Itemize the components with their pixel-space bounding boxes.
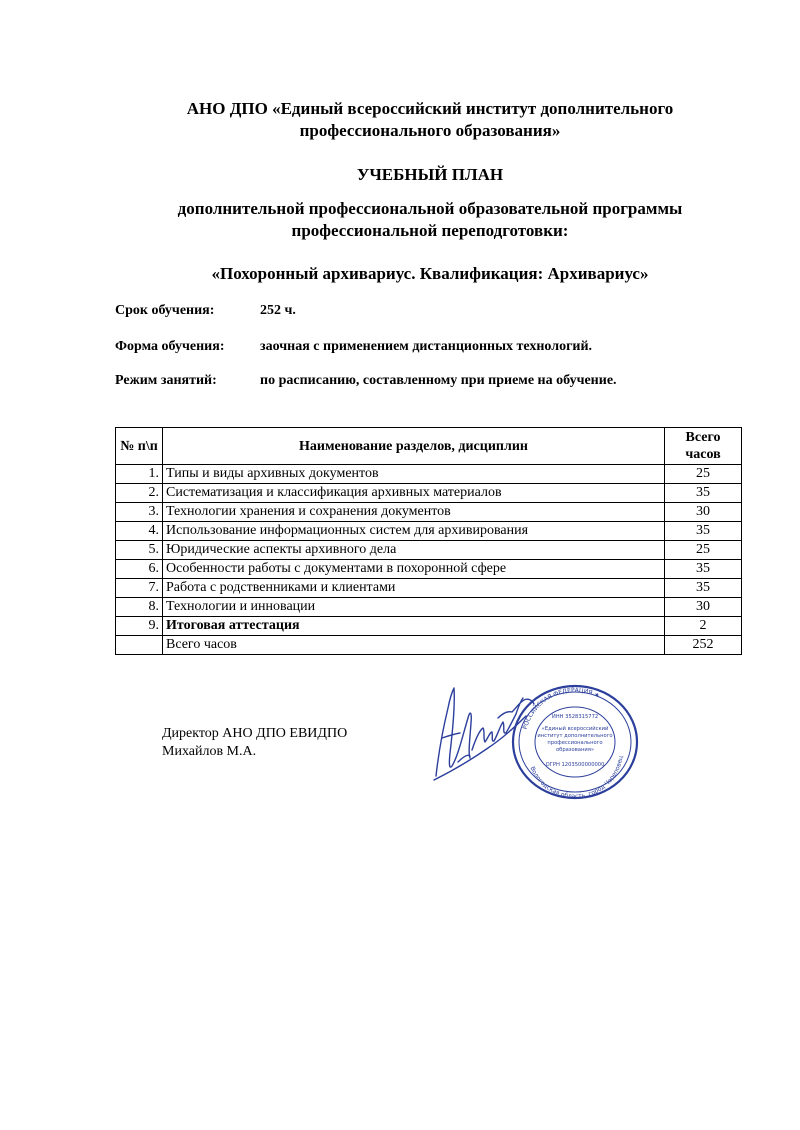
svg-text:ИНН 3528315772: ИНН 3528315772 (551, 714, 599, 720)
row-discipline: Юридические аспекты архивного дела (163, 541, 665, 560)
table-header-row (116, 428, 742, 465)
program-name: «Похоронный архивариус. Квалификация: Архивариус» (211, 264, 649, 283)
row-number: 1. (116, 465, 163, 484)
column-header-num: № п\п (116, 428, 163, 465)
table-total-row (116, 636, 742, 655)
row-hours: 35 (665, 484, 742, 503)
organization-seal (505, 680, 645, 804)
row-number: 2. (116, 484, 163, 503)
row-discipline: Технологии хранения и сохранения документов (163, 503, 665, 522)
svg-text:профессионального: профессионального (547, 740, 603, 746)
row-discipline: Использование информационных систем для архивирования (163, 522, 665, 541)
mode-value: по расписанию, составленному при приеме на обучение. (260, 373, 617, 388)
form-row (115, 338, 592, 356)
row-hours: 35 (665, 522, 742, 541)
program-type-line-1: дополнительной профессиональной образовательной программы (177, 199, 683, 218)
svg-text:ОГРН 1203500000000: ОГРН 1203500000000 (545, 762, 605, 768)
row-discipline: Работа с родственниками и клиентами (163, 579, 665, 598)
row-hours: 35 (665, 579, 742, 598)
organization-header (100, 98, 760, 142)
row-number: 6. (116, 560, 163, 579)
row-number: 4. (116, 522, 163, 541)
term-label: Срок обучения: (115, 303, 215, 318)
director-signature-block (162, 725, 347, 761)
total-value: 252 (665, 636, 742, 655)
row-hours: 25 (665, 541, 742, 560)
column-header-hours-line-2: часов (685, 447, 721, 462)
total-empty-cell (116, 636, 163, 655)
row-number: 8. (116, 598, 163, 617)
column-header-hours-line-1: Всего (685, 430, 721, 445)
form-value: заочная с применением дистанционных технологий. (260, 339, 593, 354)
column-header-name: Наименование разделов, дисциплин (163, 428, 665, 465)
program-type-line-2: профессиональной переподготовки: (291, 221, 569, 240)
table-row (116, 560, 742, 579)
org-line-1: АНО ДПО «Единый всероссийский институт дополнительного (186, 99, 674, 118)
row-hours: 35 (665, 560, 742, 579)
curriculum-table (115, 427, 742, 655)
row-number: 5. (116, 541, 163, 560)
row-discipline: Типы и виды архивных документов (163, 465, 665, 484)
row-number: 3. (116, 503, 163, 522)
term-value: 252 ч. (260, 303, 296, 318)
svg-text:Вологодская область, город Чер: Вологодская область, город Череповец (528, 755, 625, 801)
svg-text:«Единый всероссийский: «Единый всероссийский (541, 726, 609, 732)
row-hours: 30 (665, 503, 742, 522)
table-row-final-attestation (116, 617, 742, 636)
mode-label: Режим занятий: (115, 373, 217, 388)
form-label: Форма обучения: (115, 339, 225, 354)
row-number: 9. (116, 617, 163, 636)
row-number: 7. (116, 579, 163, 598)
plan-title: УЧЕБНЫЙ ПЛАН (356, 165, 504, 184)
table-row (116, 503, 742, 522)
table-row (116, 522, 742, 541)
row-discipline: Итоговая аттестация (163, 617, 665, 636)
table-row (116, 541, 742, 560)
svg-text:образования»: образования» (555, 747, 595, 753)
svg-text:институт дополнительного: институт дополнительного (537, 733, 613, 739)
column-header-hours (665, 428, 742, 465)
row-discipline: Систематизация и классификация архивных материалов (163, 484, 665, 503)
row-discipline: Технологии и инновации (163, 598, 665, 617)
program-type (100, 198, 760, 242)
row-hours: 30 (665, 598, 742, 617)
director-name: Михайлов М.А. (162, 744, 257, 759)
term-row (115, 302, 296, 320)
table-row (116, 598, 742, 617)
row-hours: 25 (665, 465, 742, 484)
director-title: Директор АНО ДПО ЕВИДПО (162, 726, 348, 741)
mode-row (115, 372, 617, 390)
row-hours: 2 (665, 617, 742, 636)
row-discipline: Особенности работы с документами в похоронной сфере (163, 560, 665, 579)
svg-text:РОССИЙСКАЯ ФЕДЕРАЦИЯ ★: РОССИЙСКАЯ ФЕДЕРАЦИЯ ★ (521, 686, 601, 731)
table-row (116, 579, 742, 598)
org-line-2: профессионального образования» (299, 121, 561, 140)
total-label: Всего часов (163, 636, 665, 655)
table-row (116, 484, 742, 503)
table-row (116, 465, 742, 484)
